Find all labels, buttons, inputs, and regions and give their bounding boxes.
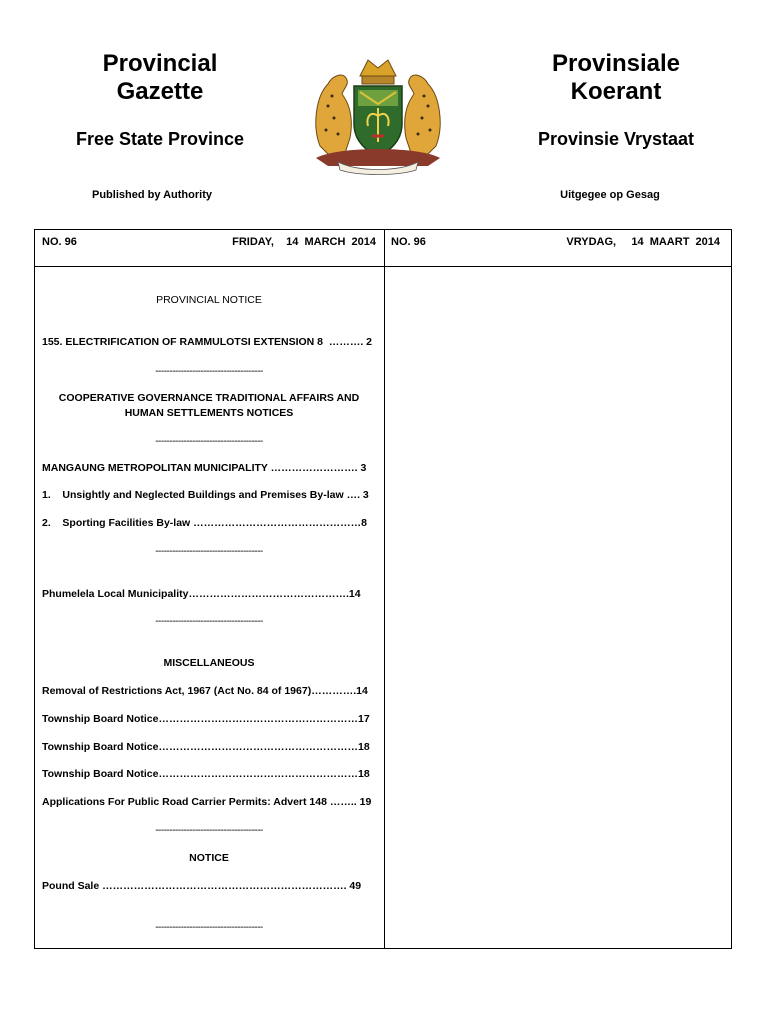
issue-number-afrikaans: NO. 96 xyxy=(391,236,426,248)
miscellaneous-heading: MISCELLANEOUS xyxy=(163,657,255,669)
separator: -------------------------------------- xyxy=(155,436,263,447)
contents-entry: Applications For Public Road Carrier Permits: Advert 148 …….. 19 xyxy=(42,796,372,808)
cogta-heading-line-2: HUMAN SETTLEMENTS NOTICES xyxy=(124,407,294,419)
cogta-heading-line-1: COOPERATIVE GOVERNANCE TRADITIONAL AFFAIRS AND xyxy=(58,392,360,404)
provincial-notice-heading: PROVINCIAL NOTICE xyxy=(156,294,262,306)
issue-date-english: FRIDAY, 14 MARCH 2014 xyxy=(232,236,376,248)
contents-entry: 1. Unsightly and Neglected Buildings and Premises By-law …. 3 xyxy=(42,489,369,501)
contents-entry: Pound Sale ……………………………………………………………. 49 xyxy=(42,880,362,892)
separator: -------------------------------------- xyxy=(155,825,263,836)
notice-heading: NOTICE xyxy=(189,852,229,864)
title-line-1: Provincial xyxy=(102,50,218,77)
separator: -------------------------------------- xyxy=(155,922,263,933)
contents-entry: Township Board Notice…………………………………………………18 xyxy=(42,741,370,753)
province-name-afrikaans: Provinsie Vrystaat xyxy=(537,129,695,149)
issue-date-afrikaans: VRYDAG, 14 MAART 2014 xyxy=(566,236,720,248)
contents-entry: Township Board Notice…………………………………………………17 xyxy=(42,713,370,725)
title-line-2: Koerant xyxy=(570,78,662,105)
coat-of-arms-icon xyxy=(298,46,458,176)
column-divider xyxy=(384,230,385,948)
separator: -------------------------------------- xyxy=(155,366,263,377)
issue-number-english: NO. 96 xyxy=(42,236,77,248)
contents-entry: 2. Sporting Facilities By-law …………………………………………8 xyxy=(42,517,367,529)
gazette-title-english xyxy=(40,50,280,106)
contents-entry: MANGAUNG METROPOLITAN MUNICIPALITY ……………………. 3 xyxy=(42,462,367,474)
issue-row-divider xyxy=(35,266,731,267)
cogta-heading xyxy=(42,391,376,421)
contents-entry: Phumelela Local Municipality……………………………………….14 xyxy=(42,588,361,600)
contents-entry: 155. ELECTRIFICATION OF RAMMULOTSI EXTENSION 8 ………. 2 xyxy=(42,336,373,348)
separator: -------------------------------------- xyxy=(155,616,263,627)
province-name-english: Free State Province xyxy=(75,129,245,149)
title-line-2: Gazette xyxy=(116,78,204,105)
contents-entry: Removal of Restrictions Act, 1967 (Act No. 84 of 1967)………….14 xyxy=(42,685,368,697)
separator: -------------------------------------- xyxy=(155,546,263,557)
authority-english: Published by Authority xyxy=(92,189,212,201)
gazette-title-afrikaans xyxy=(496,50,736,106)
authority-afrikaans: Uitgegee op Gesag xyxy=(560,189,660,201)
title-line-1: Provinsiale xyxy=(551,50,681,77)
contents-entry: Township Board Notice…………………………………………………18 xyxy=(42,768,370,780)
